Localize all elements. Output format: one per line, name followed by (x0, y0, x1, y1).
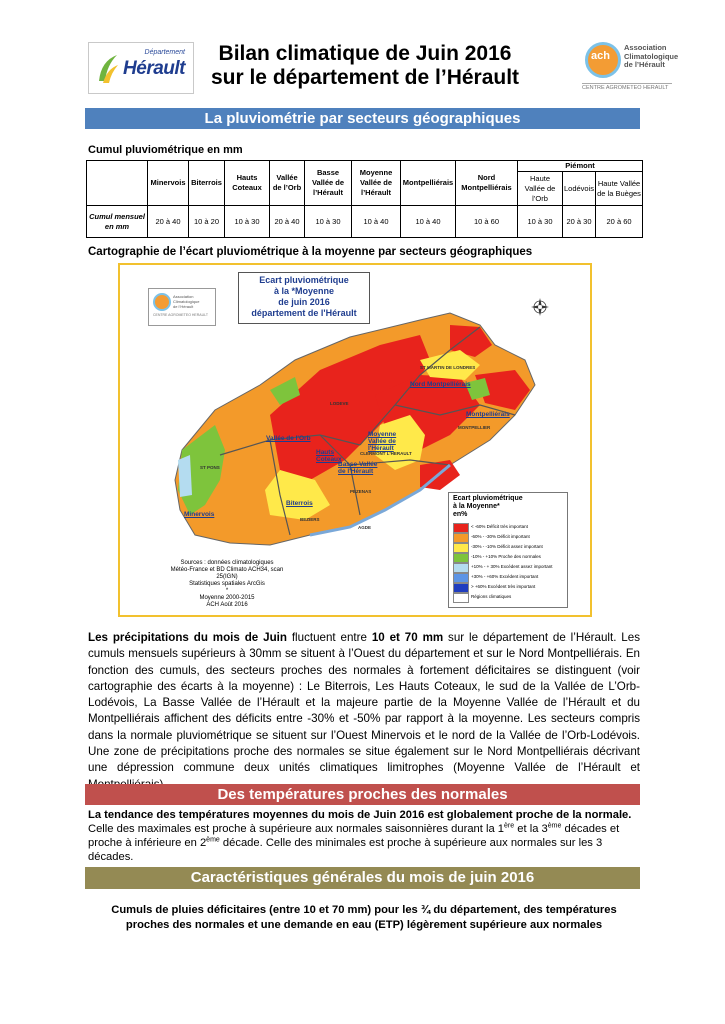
para1-text: fluctuent entre (286, 631, 372, 644)
para2-sup: ème (547, 822, 562, 830)
table-cell: 10 à 40 (401, 206, 456, 238)
legend-swatch (453, 563, 469, 573)
para1-lead: Les précipitations du mois de Juin (88, 631, 287, 644)
para2-lead: La tendance des températures moyennes du mois de Juin 2016 est globalement proche de la normale. (88, 809, 632, 821)
table-cell: 10 à 30 (225, 206, 270, 238)
ach-line3: de l’Hérault (624, 60, 665, 69)
sources-line: ACH Août 2016 (206, 602, 248, 608)
map-legend (448, 492, 568, 608)
title-line-2: sur le département de l’Hérault (210, 66, 520, 89)
map-inset-line: de juin 2016 (278, 297, 330, 307)
map-ach-line: de l’Hérault (173, 304, 194, 309)
map-town: CLERMONT L'HERAULT (360, 451, 412, 456)
section-heading-pluviometrie: La pluviométrie par secteurs géographiques (85, 108, 640, 129)
map-town: PEZENAS (350, 489, 372, 494)
title-line-1: Bilan climatique de Juin 2016 (218, 42, 512, 65)
map-ach-line: Association (173, 294, 194, 299)
logo-line2: Hérault (123, 58, 185, 79)
sources-line: Moyenne 2000-2015 (199, 595, 255, 601)
table-cell: 20 à 40 (148, 206, 189, 238)
table-cell: 10 à 20 (189, 206, 225, 238)
section-heading-caracteristiques: Caractéristiques générales du mois de juin 2016 (85, 867, 640, 889)
compass-icon (531, 298, 549, 316)
legend-swatch (453, 523, 469, 533)
legend-swatch (453, 553, 469, 563)
ach-logo (580, 36, 679, 98)
para2-sup: ère (504, 822, 515, 830)
para1-rest: sur le département de l’Hérault. Les cumuls mensuels supérieurs à 30mm se situent à l’Ouest du département et sur le Nord Montpelliérais. En fonction des cumuls, des secteurs proches des normales à fortement déficitaires se distinguent (voir cartographie des écarts à la moyenne) : Le Biterrois, Les Hauts Coteaux, le sud de la Vallée de L’Orb-Lodévois, La Basse Vallée de l’Hérault et la majeure partie de la Moyenne Vallée de l’Hérault et du Montpelliérais affichent des déficits entre -30% et -50% par rapport à la moyenne. Les secteurs compris dans la normale pluviométrique se situent sur l’Ouest Minervois et le nord de la Vallée de l’Orb-Lodévois. Une zone de précipitations proche des normales se situe également sur le Nord Montpelliérais décrivant une dépression commune deux unités climatiques limitrophes (Moyenne Vallée de l’Hérault et (88, 631, 640, 775)
table-row-label: Cumul mensuel en mm (87, 206, 148, 238)
summary-paragraph: Cumuls de pluies déficitaires (entre 10 et 70 mm) pour les ¾ du département, des températures proches des normales et une demande en eau (ETP) légèrement supérieure aux normales (111, 904, 617, 931)
ach-line2: Climatologique (624, 51, 679, 61)
map-label-montpellierais: Montpelliérais (466, 411, 510, 418)
map-label-hauts-coteaux: Hauts Coteaux (316, 449, 342, 463)
legend-swatch (453, 573, 469, 583)
map-town: MONTPELLIER (458, 425, 491, 430)
table-header-cell: Lodévois (563, 172, 596, 206)
para2-text: Celle des maximales est proche à supérieure aux normales saisonnières durant la 1 (88, 823, 505, 835)
table-header-cell: Vallée de l’Orb (270, 161, 305, 206)
map-inset-line: Ecart pluviométrique (259, 275, 349, 285)
table-cell: 20 à 40 (270, 206, 305, 238)
table-cell: 10 à 40 (352, 206, 401, 238)
map-inset-line: département de l'Hérault (251, 308, 357, 318)
ach-line1: Association (624, 43, 667, 52)
map-town: AGDE (358, 525, 372, 530)
rainfall-paragraph (88, 630, 640, 793)
section-heading-temperatures: Des températures proches des normales (85, 784, 640, 805)
sources-line: Météo-France et BD Climato ACH34, scan 25(IGN) (170, 567, 284, 580)
legend-label: > +60% Excédent très important (471, 584, 536, 589)
map-ach-line: Climatologique (173, 299, 200, 304)
ach-logo-sub: CENTRE AGROMETEO HERAULT (582, 83, 672, 91)
map-label-vallee-orb: Vallée de l'Orb (266, 435, 311, 442)
legend-swatch (453, 533, 469, 543)
logo-line1: Département (144, 49, 185, 56)
legend-label: +10% - + 30% Excédent assez important (471, 564, 553, 569)
map-label-basse-vallee-herault: Basse Vallée de l'Hérault (338, 461, 378, 475)
legend-label: Régions climatiques (471, 594, 512, 599)
legend-label: -30% - -10% Déficit assez important (471, 544, 543, 549)
legend-swatch (453, 543, 469, 553)
map-ach-logo (148, 288, 216, 326)
table-cell: 10 à 60 (456, 206, 518, 238)
map-ach-text (173, 294, 199, 309)
map-section-title: Cartographie de l’écart pluviométrique à la moyenne par secteurs géographiques (88, 246, 533, 258)
table-cell: 20 à 30 (563, 206, 596, 238)
table-header-cell: Moyenne Vallée de l’Hérault (352, 161, 401, 206)
para2-text: décades et proche à inférieure en 2 (88, 823, 620, 849)
legend-label: < -60% Déficit très important (471, 524, 528, 529)
para1-range: 10 et 70 mm (371, 631, 444, 644)
legend-label: -10% - +10% Proche des normales (471, 554, 541, 559)
table-corner-cell (87, 161, 148, 206)
map-ach-badge-icon (153, 293, 171, 311)
para2-sup: ème (206, 836, 220, 844)
table-header-cell: Haute Vallée de l’Orb (518, 172, 563, 206)
table-header-cell: Basse Vallée de l’Hérault (305, 161, 352, 206)
map-inset-title (238, 272, 370, 324)
map-label-nord-montpellierais: Nord Montpelliérais (410, 381, 471, 388)
table-group-header: Piémont (518, 161, 643, 172)
ach-badge-text: ach (591, 50, 610, 62)
para2-text: décade. Celle des minimales est proche à supérieure aux normales sur les 3 décades. (88, 837, 603, 863)
legend-title (453, 495, 523, 519)
table-cell: 20 à 60 (596, 206, 643, 238)
page-title (200, 42, 530, 90)
rainfall-table (86, 160, 643, 238)
map-town: BEZIERS (300, 517, 320, 522)
map-town: ST PONS (200, 465, 220, 470)
table-cell: 10 à 30 (518, 206, 563, 238)
table-header-cell: Minervois (148, 161, 189, 206)
map-label-moyenne-vallee-herault: Moyenne Vallée de l'Hérault (368, 431, 397, 452)
legend-swatch (453, 583, 469, 593)
table-cell: 10 à 30 (305, 206, 352, 238)
table-header-cell: Biterrois (189, 161, 225, 206)
legend-label: +30% - +60% Excédent important (471, 574, 539, 579)
sources-line: * (225, 588, 229, 594)
departement-herault-logo (88, 42, 194, 94)
table-header-cell: Nord Montpelliérais (456, 161, 518, 206)
map-town: LODEVE (330, 401, 349, 406)
table-header-cell: Montpelliérais (401, 161, 456, 206)
map-sources (163, 560, 291, 609)
map-inset-line: à la *Moyenne (273, 286, 335, 296)
legend-title-line: à la Moyenne* (453, 503, 500, 510)
sources-line: Sources : données climatologiques (180, 560, 274, 566)
table-title: Cumul pluviométrique en mm (88, 144, 243, 156)
temperature-paragraph (88, 808, 640, 864)
legend-label: -60% - -30% Déficit important (471, 534, 530, 539)
para2-text: et la 3 (514, 823, 548, 835)
map-label-biterrois: Biterrois (286, 500, 313, 507)
map-label-minervois: Minervois (184, 511, 215, 518)
sources-line: Statistiques spatiales ArcGis (189, 581, 265, 587)
table-header-cell: Hauts Coteaux (225, 161, 270, 206)
ach-logo-text (624, 43, 679, 70)
map-ach-sub: CENTRE AGROMETEO HERAULT (153, 313, 208, 317)
legend-title-line: en% (453, 511, 468, 518)
map-town: ST MARTIN DE LONDRES (420, 365, 476, 370)
legend-swatch (453, 593, 469, 603)
legend-title-line: Ecart pluviométrique (453, 495, 523, 502)
logo-swoosh-icon (97, 51, 119, 85)
table-header-cell: Haute Vallée de la Buèges (596, 172, 643, 206)
